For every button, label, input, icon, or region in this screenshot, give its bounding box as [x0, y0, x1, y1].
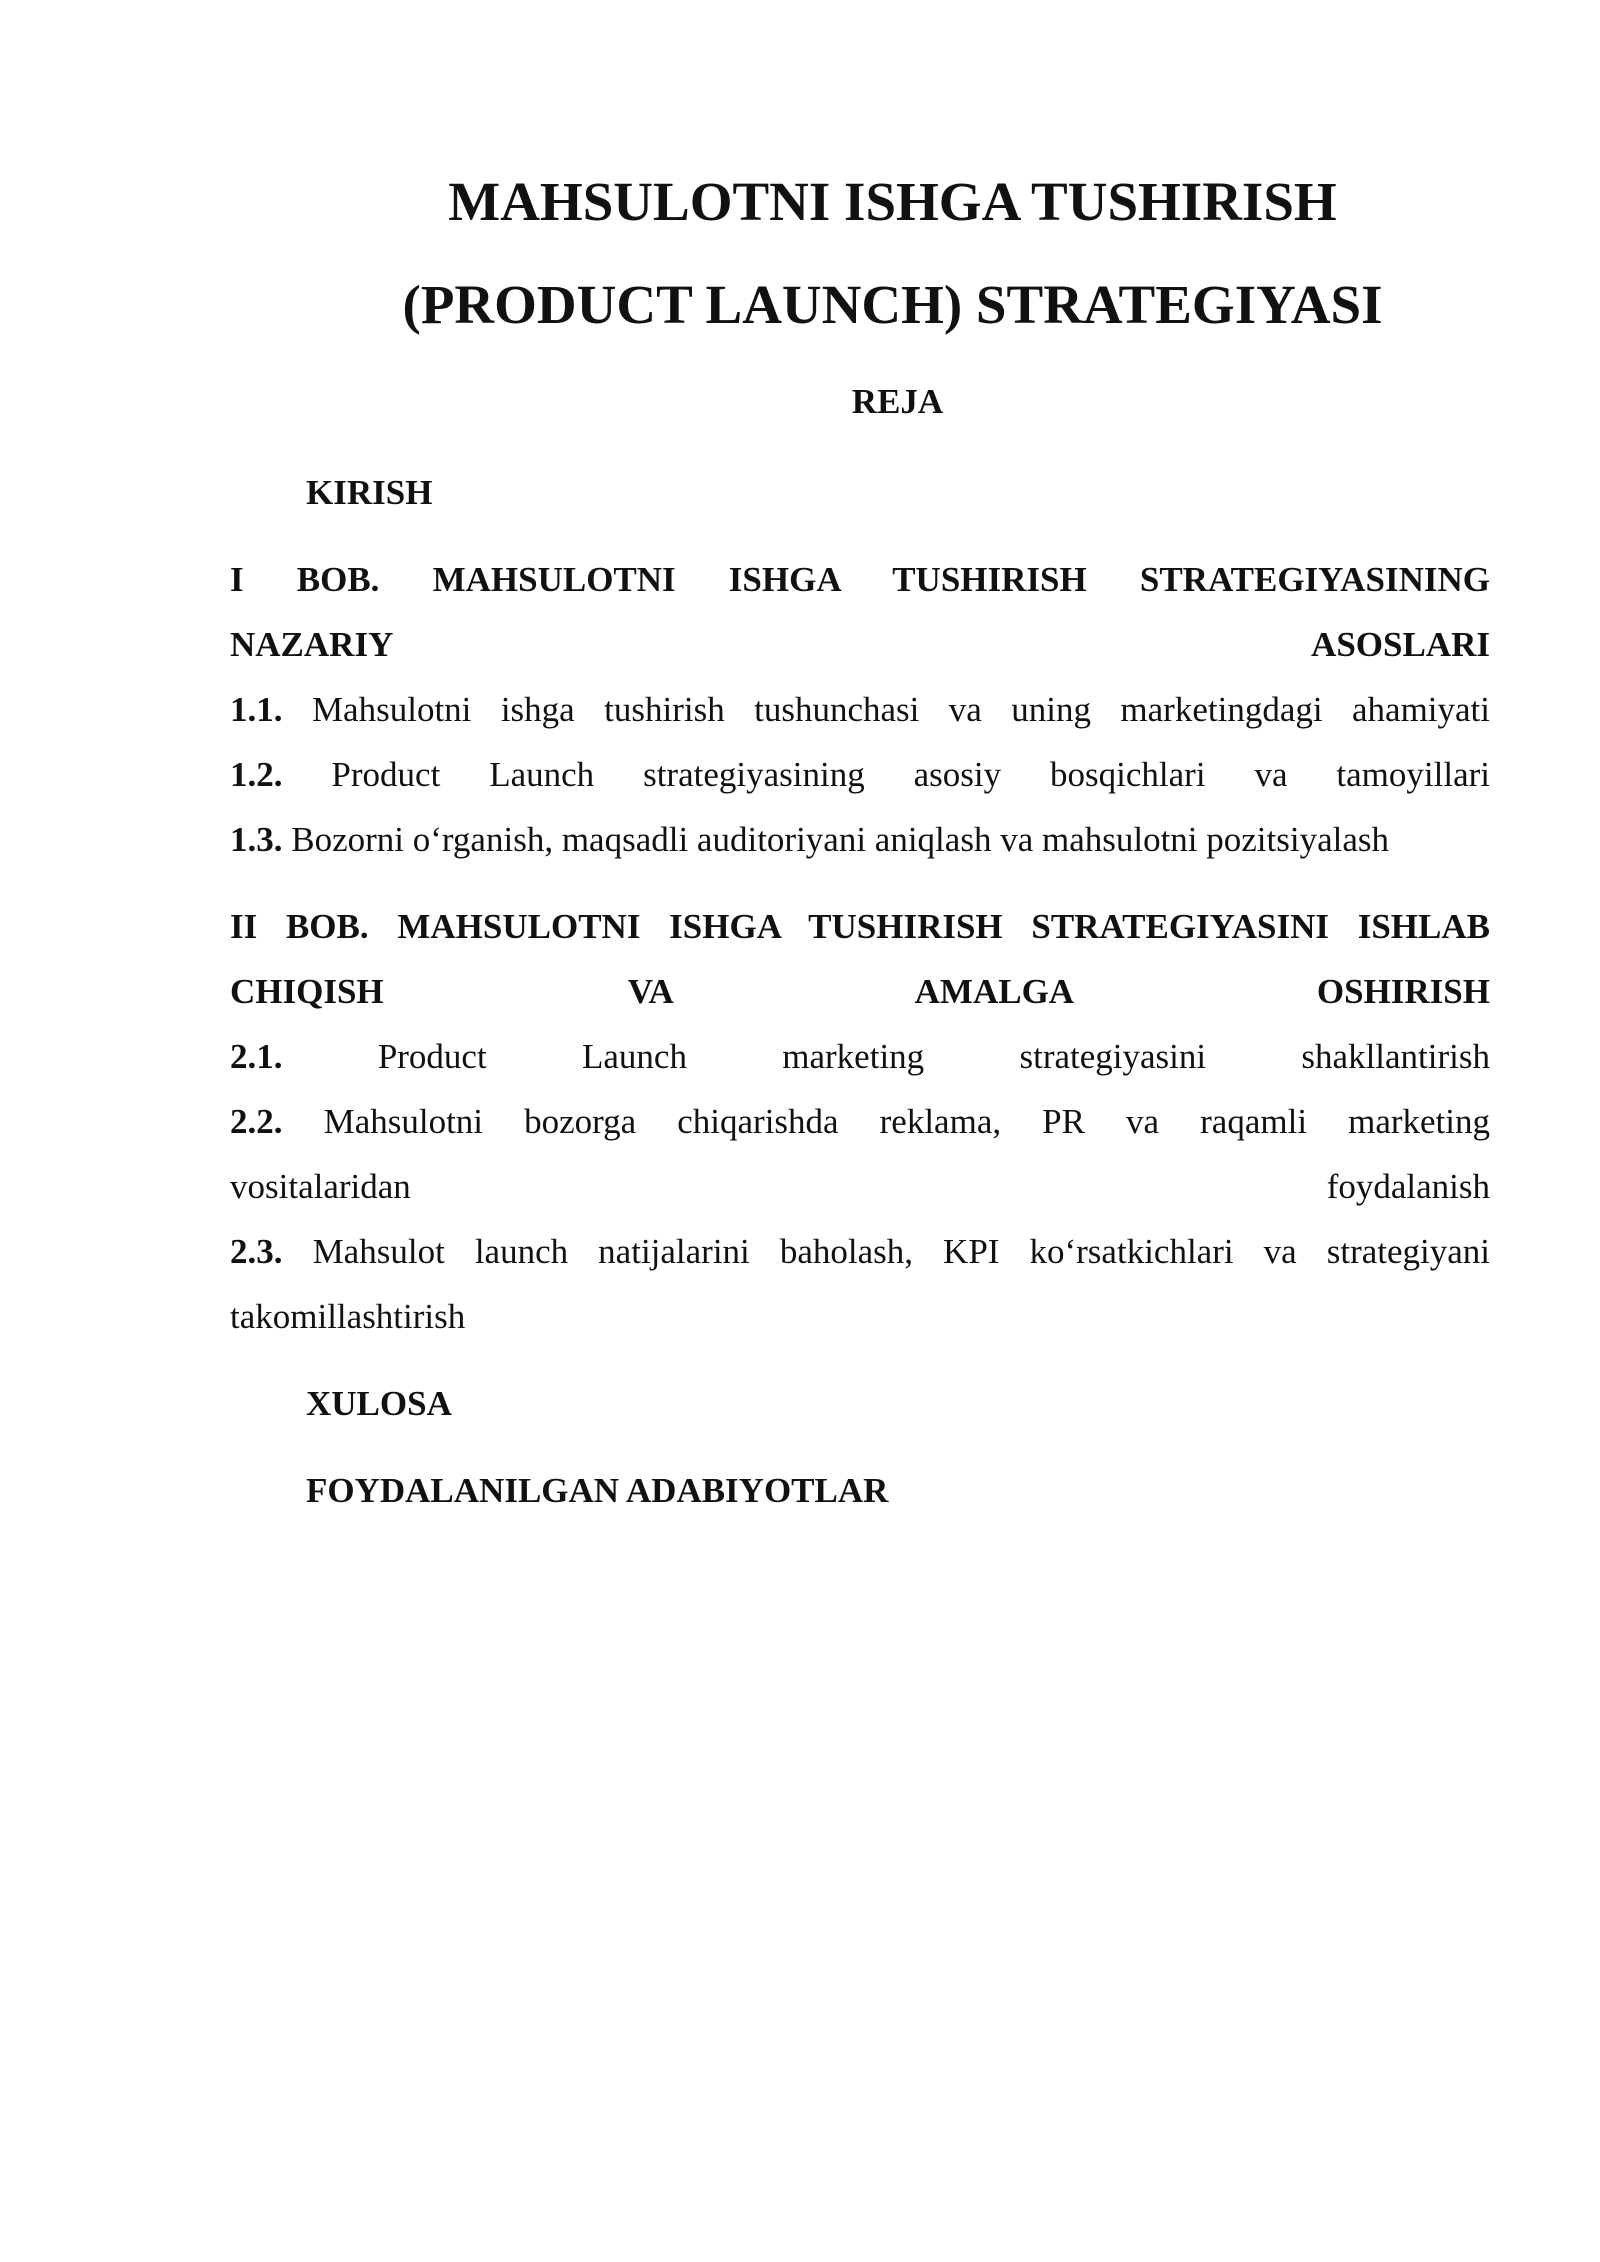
- chapter-2-heading-line-1: II BOB. MAHSULOTNI ISHGA TUSHIRISH STRATEGIYASINI ISHLAB: [230, 907, 1490, 946]
- section-title-part-2: takomillashtirish: [230, 1297, 466, 1336]
- section-title-part-2: vositalaridan foydalanish: [230, 1167, 1490, 1206]
- toc-section-1-2: [230, 742, 1490, 807]
- toc-conclusion: XULOSA: [306, 1384, 452, 1423]
- section-number: 2.1.: [230, 1037, 283, 1076]
- chapter-1-block: [230, 547, 1490, 872]
- section-number: 1.3.: [230, 820, 283, 859]
- section-number: 1.1.: [230, 690, 283, 729]
- chapter-2-block: [230, 894, 1490, 1349]
- chapter-2-heading-line-2: CHIQISH VA AMALGA OSHIRISH: [230, 972, 1490, 1011]
- section-line-1: [230, 1089, 1490, 1154]
- section-title: Product Launch marketing strategiyasini shakllantirish: [377, 1037, 1490, 1076]
- section-line-1: [230, 1219, 1490, 1284]
- section-number: 1.2.: [230, 755, 283, 794]
- toc-references: FOYDALANILGAN ADABIYOTLAR: [306, 1471, 889, 1510]
- section-number: 2.3.: [230, 1232, 283, 1271]
- toc-section-2-3: [230, 1219, 1490, 1349]
- chapter-1-heading-line-2: NAZARIY ASOSLARI: [230, 625, 1490, 664]
- section-title-part-1: Mahsulot launch natijalarini baholash, KPI ko‘rsatkichlari va strategiyani: [312, 1232, 1490, 1271]
- title-line-2: (PRODUCT LAUNCH) STRATEGIYASI: [402, 274, 1383, 335]
- toc-section-2-1: [230, 1024, 1490, 1089]
- section-title: Mahsulotni ishga tushirish tushunchasi va uning marketingdagi ahamiyati: [311, 690, 1491, 729]
- toc-section-1-3: [230, 807, 1490, 872]
- document-title: [230, 150, 1555, 356]
- table-of-contents: [230, 460, 1490, 1523]
- section-title: Bozorni o‘rganish, maqsadli auditoriyani aniqlash va mahsulotni pozitsiyalash: [291, 820, 1390, 859]
- toc-section-1-1: [230, 677, 1490, 742]
- section-title-part-1: Mahsulotni bozorga chiqarishda reklama, PR va raqamli marketing: [323, 1102, 1491, 1141]
- chapter-1-heading-line-1: I BOB. MAHSULOTNI ISHGA TUSHIRISH STRATEGIYASINING: [230, 560, 1490, 599]
- title-line-1: MAHSULOTNI ISHGA TUSHIRISH: [448, 171, 1337, 232]
- section-number: 2.2.: [230, 1102, 283, 1141]
- plan-heading: REJA: [851, 382, 944, 421]
- toc-intro: KIRISH: [306, 473, 433, 512]
- section-title: Product Launch strategiyasining asosiy bosqichlari va tamoyillari: [331, 755, 1490, 794]
- toc-section-2-2: [230, 1089, 1490, 1219]
